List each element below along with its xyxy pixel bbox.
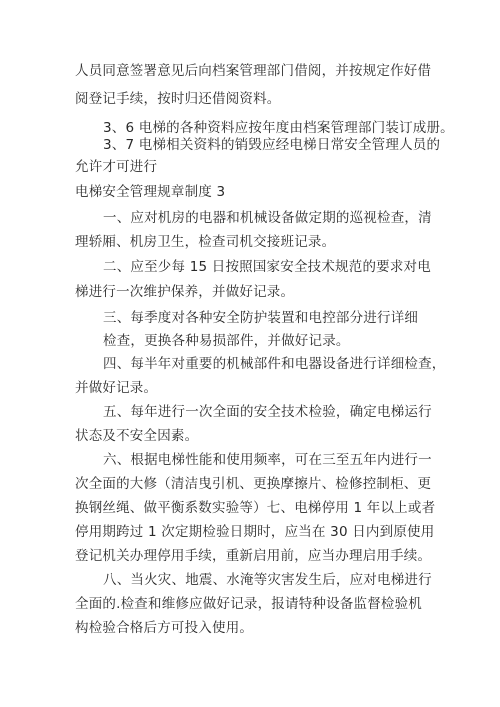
text-line: 二、应至少每 15 日按照国家安全技术规范的要求对电 <box>103 259 431 275</box>
text-line: 一、应对机房的电器和机械设备做定期的巡视检查，清 <box>103 210 432 226</box>
text-line: 3、6 电梯的各种资料应按年度由档案管理部门装订成册。 <box>103 120 454 136</box>
text-paragraph: 三、每季度对各种安全防护装置和电控部分进行详细检查，更换各种易损部件，并做好记录。 <box>103 310 419 349</box>
text-line: 六、根据电梯性能和使用频率，可在三至五年内进行一 <box>103 452 432 468</box>
section-heading: 电梯安全管理规章制度 3 <box>75 184 226 200</box>
text-line: 状态及不安全因素。 <box>75 428 199 444</box>
text-line: 并做好记录。 <box>75 380 158 396</box>
text-line: 四、每半年对重要的机械部件和电器设备进行详细检查， <box>103 356 446 372</box>
text-line: 八、当火灾、地震、水淹等灾害发生后，应对电梯进行 <box>103 572 432 588</box>
text-line: 理轿厢、机房卫生，检查司机交接班记录。 <box>75 234 336 250</box>
text-line: 换钢丝绳、做平衡系数实验等）七、电梯停用 1 年以上或者 <box>75 500 436 516</box>
text-line: 构检验合格后方可投入使用。 <box>75 620 254 636</box>
text-line: 3、7 电梯相关资料的销毁应经电梯日常安全管理人员的 <box>103 137 441 153</box>
text-line: 允许才可进行 <box>75 159 158 175</box>
text-line: 登记机关办理停用手续，重新启用前，应当办理启用手续。 <box>75 548 432 564</box>
text-line: 人员同意签署意见后向档案管理部门借阅，并按规定作好借 <box>75 63 432 79</box>
text-line: 阅登记手续，按时归还借阅资料。 <box>75 91 281 107</box>
text-line: 停用期跨过 1 次定期检验日期时，应当在 30 日内到原使用 <box>75 524 435 540</box>
text-line: 次全面的大修（清洁曳引机、更换摩擦片、检修控制柜、更 <box>75 476 432 492</box>
text-line: 五、每年进行一次全面的安全技术检验，确定电梯运行 <box>103 404 432 420</box>
text-line: 全面的.检查和维修应做好记录，报请特种设备监督检验机 <box>75 596 422 612</box>
text-line: 梯进行一次维护保养，并做好记录。 <box>75 284 295 300</box>
